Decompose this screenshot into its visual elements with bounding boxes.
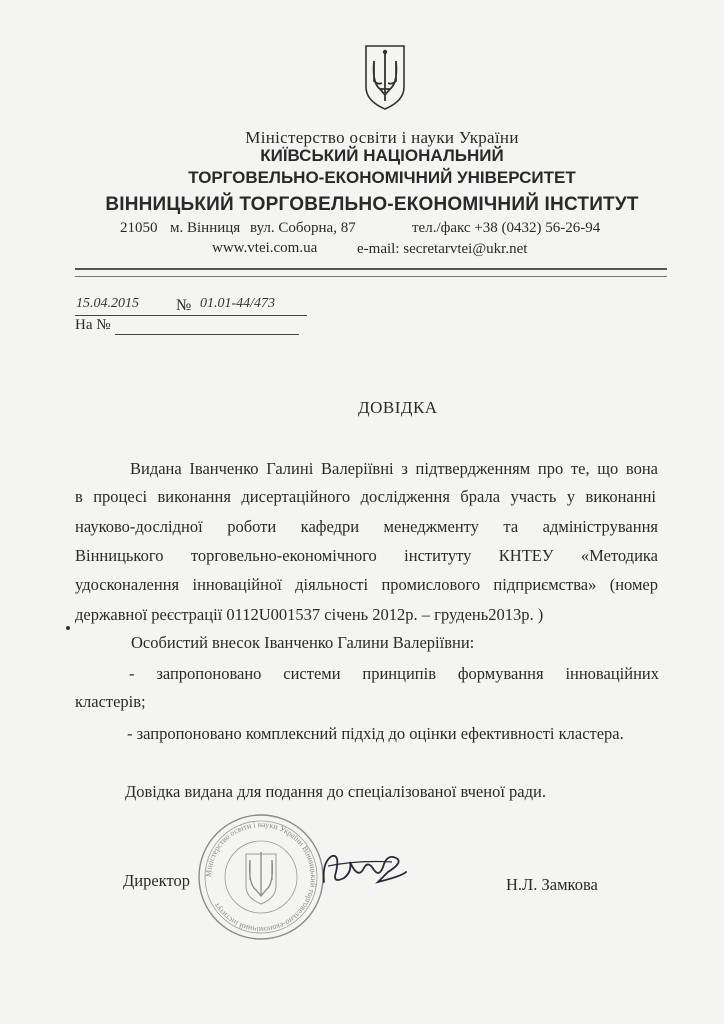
director-label: Директор xyxy=(123,871,190,890)
header-divider-thin xyxy=(75,276,667,277)
university-name-line2: ТОРГОВЕЛЬНО-ЕКОНОМІЧНИЙ УНІВЕРСИТЕТ xyxy=(188,168,576,187)
phone-fax: тел./факс +38 (0432) 56-26-94 xyxy=(412,220,601,236)
body-line: в процесі виконання дисертаційного дослідження брала участь у виконанні xyxy=(75,487,656,506)
closing-statement: Довідка видана для подання до спеціалізованої вченої ради. xyxy=(125,782,546,801)
handwritten-signature-icon xyxy=(318,842,408,892)
reply-to-label: На № xyxy=(75,317,111,333)
contribution-item-2: - запропоновано комплексний підхід до оцінки ефективності кластера. xyxy=(127,724,624,743)
seal-text-outer: Міністерство освіти і науки України Вінницький торговельно-економічний інститут xyxy=(203,819,319,935)
registration-underline xyxy=(75,315,307,316)
body-line: науково-дослідної роботи кафедри менеджменту та адміністрування xyxy=(75,517,658,536)
street-address: вул. Соборна, 87 xyxy=(250,220,356,236)
university-name-line1: КИЇВСЬКИЙ НАЦІОНАЛЬНИЙ xyxy=(260,146,504,165)
institute-name: ВІННИЦЬКИЙ ТОРГОВЕЛЬНО-ЕКОНОМІЧНИЙ ІНСТИТУТ xyxy=(105,194,639,215)
registration-date: 15.04.2015 xyxy=(76,296,139,311)
body-line: Вінницького торговельно-економічного інституту КНТЕУ «Методика xyxy=(75,546,658,565)
registration-number: 01.01-44/473 xyxy=(200,296,276,311)
postal-index: 21050 xyxy=(120,220,158,236)
body-line: державної реєстрації 0112U001537 січень 2012р. – грудень2013р. ) xyxy=(75,605,544,624)
body-line: Видана Іванченко Галині Валеріївні з підтвердженням про те, що вона xyxy=(130,459,658,478)
official-seal-icon xyxy=(196,812,326,942)
ministry-name: Міністерство освіти і науки України xyxy=(245,128,519,147)
document-title: ДОВІДКА xyxy=(358,398,438,417)
header-divider xyxy=(75,268,667,270)
email: e-mail: secretarvtei@ukr.net xyxy=(357,241,528,257)
contribution-item-1-cont: кластерів; xyxy=(75,692,146,711)
reply-to-line xyxy=(115,334,299,335)
ukraine-trident-icon xyxy=(362,43,408,111)
contribution-item-1: - запропоновано системи принципів формування інноваційних xyxy=(129,664,659,683)
director-name: Н.Л. Замкова xyxy=(506,875,598,894)
body-line: удосконалення інноваційної діяльності промислового підприємства» (номер xyxy=(75,575,658,594)
website: www.vtei.com.ua xyxy=(212,240,318,256)
contribution-title: Особистий внесок Іванченко Галини Валеріївни: xyxy=(131,633,475,652)
city: м. Вінниця xyxy=(170,220,241,236)
registration-number-label: № xyxy=(176,297,192,314)
margin-mark xyxy=(66,626,70,630)
